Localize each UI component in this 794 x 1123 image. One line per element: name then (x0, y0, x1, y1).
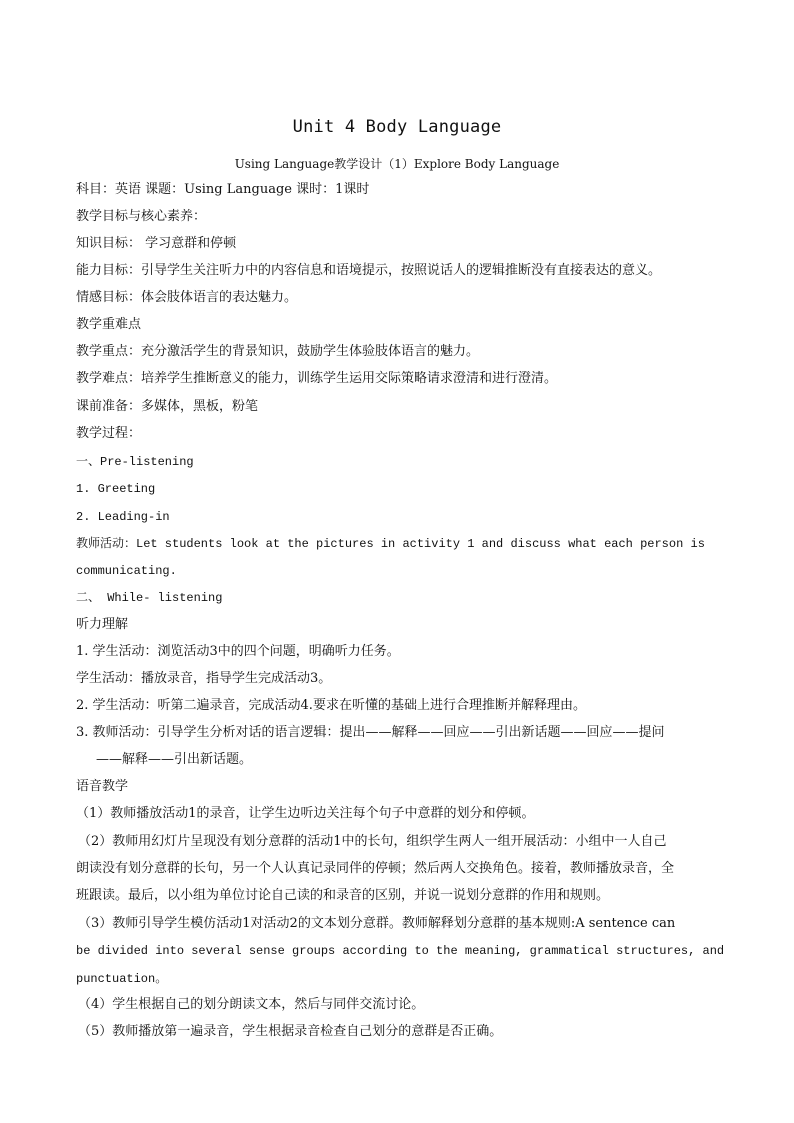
process-heading: 教学过程： (76, 426, 142, 441)
listening-step-3: 3. 教师活动：引导学生分析对话的语言逻辑：提出——解释——回应——引出新话题——回应——提问 (76, 725, 665, 740)
listening-step-2: 2. 学生活动：听第二遍录音，完成活动4.要求在听懂的基础上进行合理推断并解释理由。 (76, 698, 586, 713)
phonetics-step-3-line-2: be divided into several sense groups according to the meaning, grammatical structures, and (76, 944, 725, 958)
document-title: Unit 4 Body Language (292, 117, 502, 137)
objectives-heading: 教学目标与核心素养： (76, 209, 207, 224)
listening-heading: 听力理解 (76, 617, 129, 632)
preparation: 课前准备：多媒体，黑板，粉笔 (76, 399, 259, 414)
phonetics-step-3-line-3: punctuation。 (76, 972, 168, 986)
emotion-objective: 情感目标：体会肢体语言的表达魅力。 (76, 290, 298, 305)
phonetics-step-2-line-1: （2）教师用幻灯片呈现没有划分意群的活动1中的长句，组织学生两人一组开展活动：小组中一人自己 (78, 834, 667, 849)
step-leading-in: 2. Leading-in (76, 510, 170, 524)
phonetics-step-1: （1）教师播放活动1的录音，让学生边听边关注每个句子中意群的划分和停顿。 (76, 806, 535, 821)
phonetics-step-4: （4）学生根据自己的划分朗读文本，然后与同伴交流讨论。 (78, 997, 425, 1012)
teacher-activity-line-2: communicating. (76, 564, 177, 578)
document-subtitle: Using Language教学设计（1）Explore Body Language (234, 157, 560, 171)
phonetics-step-5: （5）教师播放第一遍录音，学生根据录音检查自己划分的意群是否正确。 (78, 1024, 503, 1039)
course-info: 科目：英语 课题：Using Language 课时：1课时 (76, 182, 370, 197)
phonetics-heading: 语音教学 (76, 779, 129, 794)
step-greeting: 1. Greeting (76, 482, 156, 496)
phonetics-step-3-line-1: （3）教师引导学生模仿活动1对活动2的文本划分意群。教师解释划分意群的基本规则:A sentence can (78, 916, 676, 931)
phonetics-step-2-line-2: 朗读没有划分意群的长句，另一个人认真记录同伴的停顿；然后两人交换角色。接着，教师播放录音，全 (76, 861, 675, 876)
knowledge-objective: 知识目标： 学习意群和停顿 (76, 236, 237, 251)
teaching-focus: 教学重点：充分激活学生的背景知识，鼓励学生体验肢体语言的魅力。 (76, 344, 480, 359)
ability-objective: 能力目标：引导学生关注听力中的内容信息和语境提示，按照说话人的逻辑推断没有直接表达的意义。 (76, 263, 662, 278)
teacher-activity-line-1: 教师活动：Let students look at the pictures in activity 1 and discuss what each person is (76, 537, 705, 551)
phonetics-step-2-line-3: 班跟读。最后，以小组为单位讨论自己读的和录音的区别，并说一说划分意群的作用和规则。 (76, 888, 610, 903)
section-pre-listening: 一、Pre-listening (76, 455, 194, 469)
listening-student-activity: 学生活动：播放录音，指导学生完成活动3。 (76, 671, 332, 686)
listening-step-1: 1. 学生活动：浏览活动3中的四个问题，明确听力任务。 (76, 644, 400, 659)
teaching-difficulty: 教学难点：培养学生推断意义的能力，训练学生运用交际策略请求澄清和进行澄清。 (76, 371, 558, 386)
listening-step-3-cont: ——解释——引出新话题。 (96, 752, 253, 767)
section-while-listening: 二、 While- listening (76, 591, 223, 605)
key-points-heading: 教学重难点 (76, 317, 142, 332)
